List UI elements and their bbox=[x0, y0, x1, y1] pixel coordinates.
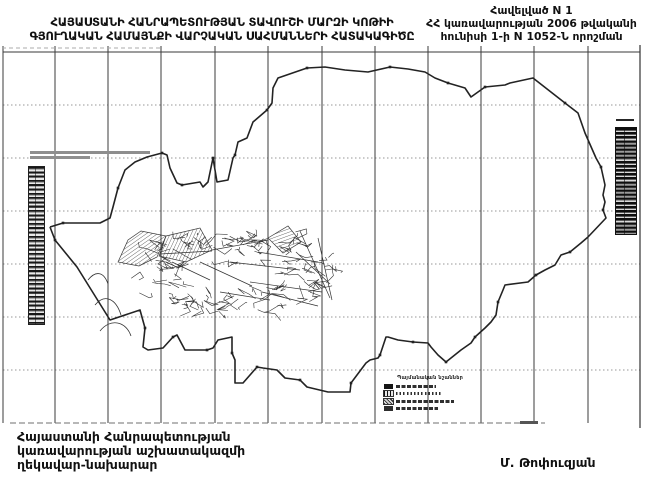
survey-point-marker bbox=[564, 102, 567, 105]
survey-point-marker bbox=[497, 301, 500, 304]
survey-point-marker bbox=[474, 336, 477, 339]
survey-point-marker bbox=[161, 152, 164, 155]
legend-title: Պայմանական նշաններ bbox=[396, 375, 464, 381]
survey-point-marker bbox=[172, 336, 175, 339]
legend-label-smudge bbox=[396, 392, 443, 395]
map-title-line1: ՀԱՅԱՍՏԱՆԻ ՀԱՆՐԱՊԵՏՈՒԹՅԱՆ ՏԱՎՈՒՇԻ ՄԱՐԶԻ ԿՈԹԻԻ bbox=[50, 15, 394, 29]
appendix-line2: ՀՀ կառավարության 2006 թվականի bbox=[426, 17, 637, 31]
legend-label-smudge bbox=[396, 385, 436, 388]
survey-point-marker bbox=[117, 187, 120, 190]
legend-symbol-open-hatch-box bbox=[384, 391, 393, 396]
signatory-name: Մ. Թոփուզյան bbox=[500, 455, 596, 470]
appendix-line1: Հավելված N 1 bbox=[490, 4, 573, 17]
survey-point-marker bbox=[306, 67, 309, 70]
signature-block-line1: Հայաստանի Հանրապետության bbox=[17, 429, 231, 444]
map-legend bbox=[384, 375, 476, 411]
survey-point-marker bbox=[299, 379, 302, 382]
survey-point-marker bbox=[266, 109, 269, 112]
signature-block-line3: ղեկավար-նախարար bbox=[17, 457, 158, 472]
legend-item bbox=[384, 399, 476, 404]
survey-point-marker bbox=[181, 184, 184, 187]
signature-block bbox=[17, 430, 245, 472]
appendix-line3: հունիսի 1-ի N 1052-Ն որոշման bbox=[440, 30, 623, 44]
legend-label-smudge bbox=[396, 400, 454, 403]
left-data-table bbox=[28, 166, 45, 325]
survey-point-marker bbox=[231, 352, 234, 355]
left-table-caption-line2 bbox=[30, 156, 90, 159]
survey-point-marker bbox=[569, 251, 572, 254]
legend-symbol-diagonal-hatch-box bbox=[384, 399, 393, 404]
survey-point-marker bbox=[389, 66, 392, 69]
survey-point-marker bbox=[445, 361, 448, 364]
survey-point-marker bbox=[206, 349, 209, 352]
right-data-table bbox=[615, 127, 637, 235]
survey-point-marker bbox=[144, 327, 147, 330]
map-title-line2: ԳՅՈՒՂԱԿԱՆ ՀԱՄԱՅՆՔԻ ՎԱՐՉԱԿԱՆ ՍԱՀՄԱՆՆԵՐԻ ՀԱՏԱԿԱԳԻԾԸ bbox=[29, 28, 415, 43]
legend-symbol-solid-box bbox=[384, 384, 393, 389]
legend-label-smudge bbox=[396, 407, 438, 410]
right-table-header-line bbox=[616, 119, 634, 121]
survey-point-marker bbox=[412, 341, 415, 344]
survey-point-marker bbox=[447, 82, 450, 85]
survey-point-marker bbox=[234, 154, 237, 157]
left-table-caption-line1 bbox=[30, 151, 150, 154]
survey-point-marker bbox=[484, 86, 487, 89]
survey-point-marker bbox=[535, 274, 538, 277]
survey-point-marker bbox=[256, 366, 259, 369]
legend-item bbox=[384, 384, 476, 389]
legend-item bbox=[384, 406, 476, 411]
survey-point-marker bbox=[379, 354, 382, 357]
signature-block-line2: կառավարության աշխատակազմի bbox=[17, 443, 246, 458]
survey-point-marker bbox=[54, 239, 57, 242]
survey-point-marker bbox=[600, 166, 603, 169]
legend-item bbox=[384, 391, 476, 396]
survey-point-marker bbox=[212, 157, 215, 160]
legend-symbol-dark-box bbox=[384, 406, 393, 411]
survey-point-marker bbox=[62, 222, 65, 225]
survey-point-marker bbox=[350, 382, 353, 385]
grid-layer bbox=[2, 45, 640, 428]
survey-point-marker bbox=[602, 209, 605, 212]
community-boundary-layer bbox=[50, 66, 606, 392]
